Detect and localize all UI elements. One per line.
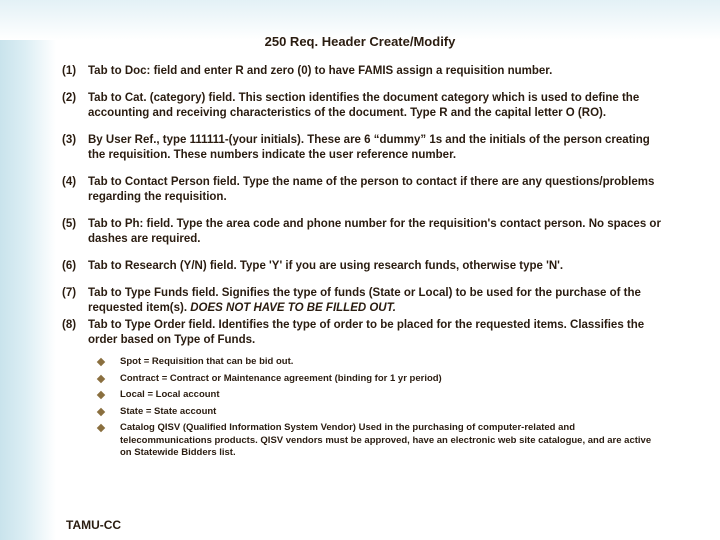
step-text: Tab to Type Order field. Identifies the type of order to be placed for the requested items. Classifies the order based on Type of Funds. xyxy=(88,319,645,346)
step-3 xyxy=(62,133,662,163)
step-number: (5) xyxy=(62,218,77,230)
step-emphasis: DOES NOT HAVE TO BE FILLED OUT. xyxy=(190,302,396,314)
step-6 xyxy=(62,259,662,274)
diamond-icon xyxy=(97,374,105,382)
step-7 xyxy=(62,286,662,316)
step-text: Tab to Research (Y/N) field. Type 'Y' if you are using research funds, otherwise type 'N'. xyxy=(88,260,564,272)
step-number: (4) xyxy=(62,176,77,188)
list-item xyxy=(96,389,656,402)
step-text: Tab to Doc: field and enter R and zero (0) to have FAMIS assign a requisition number. xyxy=(88,65,553,77)
list-item-text: Local = Local account xyxy=(120,389,220,400)
step-number: (2) xyxy=(62,92,77,104)
step-8 xyxy=(62,318,662,348)
step-1 xyxy=(62,64,662,79)
step-number: (7) xyxy=(62,287,77,299)
step-text: Tab to Ph: field. Type the area code and phone number for the requisition's contact person. No spaces or dashes are required. xyxy=(88,218,661,245)
list-item-text: Contract = Contract or Maintenance agreement (binding for 1 yr period) xyxy=(120,372,442,384)
step-5 xyxy=(62,217,662,247)
list-item-text: Catalog QISV (Qualified Information System Vendor) Used in the purchasing of computer-related and telecommunications products. QISV vendors must be approved, have an electronic web site catalogue, and are active on Statewide Bidders list. xyxy=(120,422,652,458)
list-item xyxy=(96,422,656,460)
step-text: Tab to Contact Person field. Type the name of the person to contact if there are any questions/problems regarding the requisition. xyxy=(88,176,655,203)
diamond-icon xyxy=(97,407,105,415)
diamond-icon xyxy=(97,358,105,366)
list-item-text: Spot = Requisition that can be bid out. xyxy=(120,356,294,367)
diamond-icon xyxy=(97,391,105,399)
footer-label: TAMU-CC xyxy=(66,518,122,532)
step-number: (1) xyxy=(62,65,77,77)
list-item xyxy=(96,373,656,386)
list-item xyxy=(96,356,656,369)
step-text: By User Ref., type 111111-(your initials). These are 6 “dummy” 1s and the initials of the person creating the requisition. These numbers indicate the user reference number. xyxy=(88,134,650,161)
list-item-text: State = State account xyxy=(120,405,217,417)
slide-title: 250 Req. Header Create/Modify xyxy=(264,34,456,49)
step-number: (3) xyxy=(62,134,77,146)
step-text: Tab to Type Funds field. Signifies the type of funds (State or Local) to be used for the purchase of the requested item(s). xyxy=(88,287,641,314)
list-item xyxy=(96,406,656,419)
step-2 xyxy=(62,91,662,121)
step-number: (8) xyxy=(62,319,77,331)
steps-list xyxy=(62,64,662,464)
diamond-icon xyxy=(97,424,105,432)
step-text: Tab to Cat. (category) field. This section identifies the document category which is used to define the accounting and receiving characteristics of the document. Type R and the capital letter O (RO). xyxy=(88,92,640,119)
order-type-list xyxy=(62,356,656,460)
step-4 xyxy=(62,175,662,205)
step-number: (6) xyxy=(62,260,77,272)
